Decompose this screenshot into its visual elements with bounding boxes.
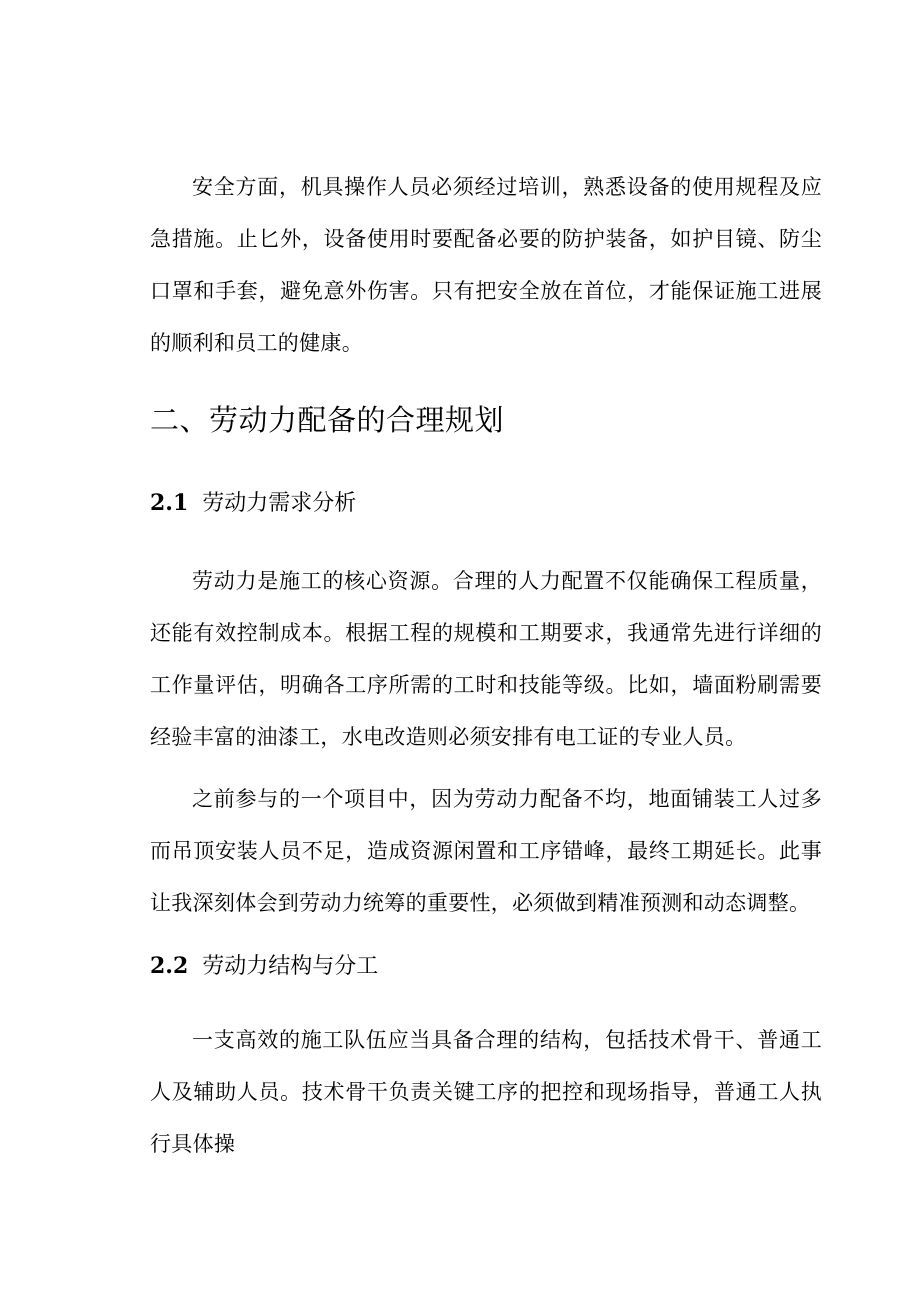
paragraph-labor-resource: 劳动力是施工的核心资源。合理的人力配置不仅能确保工程质量，还能有效控制成本。根据工程的规模和工期要求，我通常先进行详细的工作量评估，明确各工序所需的工时和技能等级。比如，墙面粉刷需要经验丰富的油漆工，水电改造则必须安排有电工证的专业人员。 (150, 569, 822, 749)
section-heading-2: 二、劳动力配备的合理规划 (150, 403, 505, 437)
subsection-title: 劳动力结构与分工 (202, 954, 379, 979)
subsection-number: 2.1 (150, 490, 189, 516)
subsection-heading-2-1 (150, 487, 356, 520)
paragraph-team-structure: 一支高效的施工队伍应当具备合理的结构，包括技术骨干、普通工人及辅助人员。技术骨干负责关键工序的把控和现场指导，普通工人执行具体操 (150, 1028, 822, 1156)
paragraph-safety: 安全方面，机具操作人员必须经过培训，熟悉设备的使用规程及应急措施。止匕外，设备使用时要配备必要的防护装备，如护目镜、防尘口罩和手套，避免意外伤害。只有把安全放在首位，才能保证施工进展的顺利和员工的健康。 (150, 175, 822, 355)
subsection-number: 2.2 (150, 953, 189, 979)
subsection-title: 劳动力需求分析 (202, 491, 357, 516)
subsection-heading-2-2 (150, 950, 378, 983)
paragraph-project-example: 之前参与的一个项目中，因为劳动力配备不均，地面铺装工人过多而吊顶安装人员不足，造成资源闲置和工序错峰，最终工期延长。此事让我深刻体会到劳动力统筹的重要性，必须做到精准预测和动态调整。 (150, 787, 822, 915)
